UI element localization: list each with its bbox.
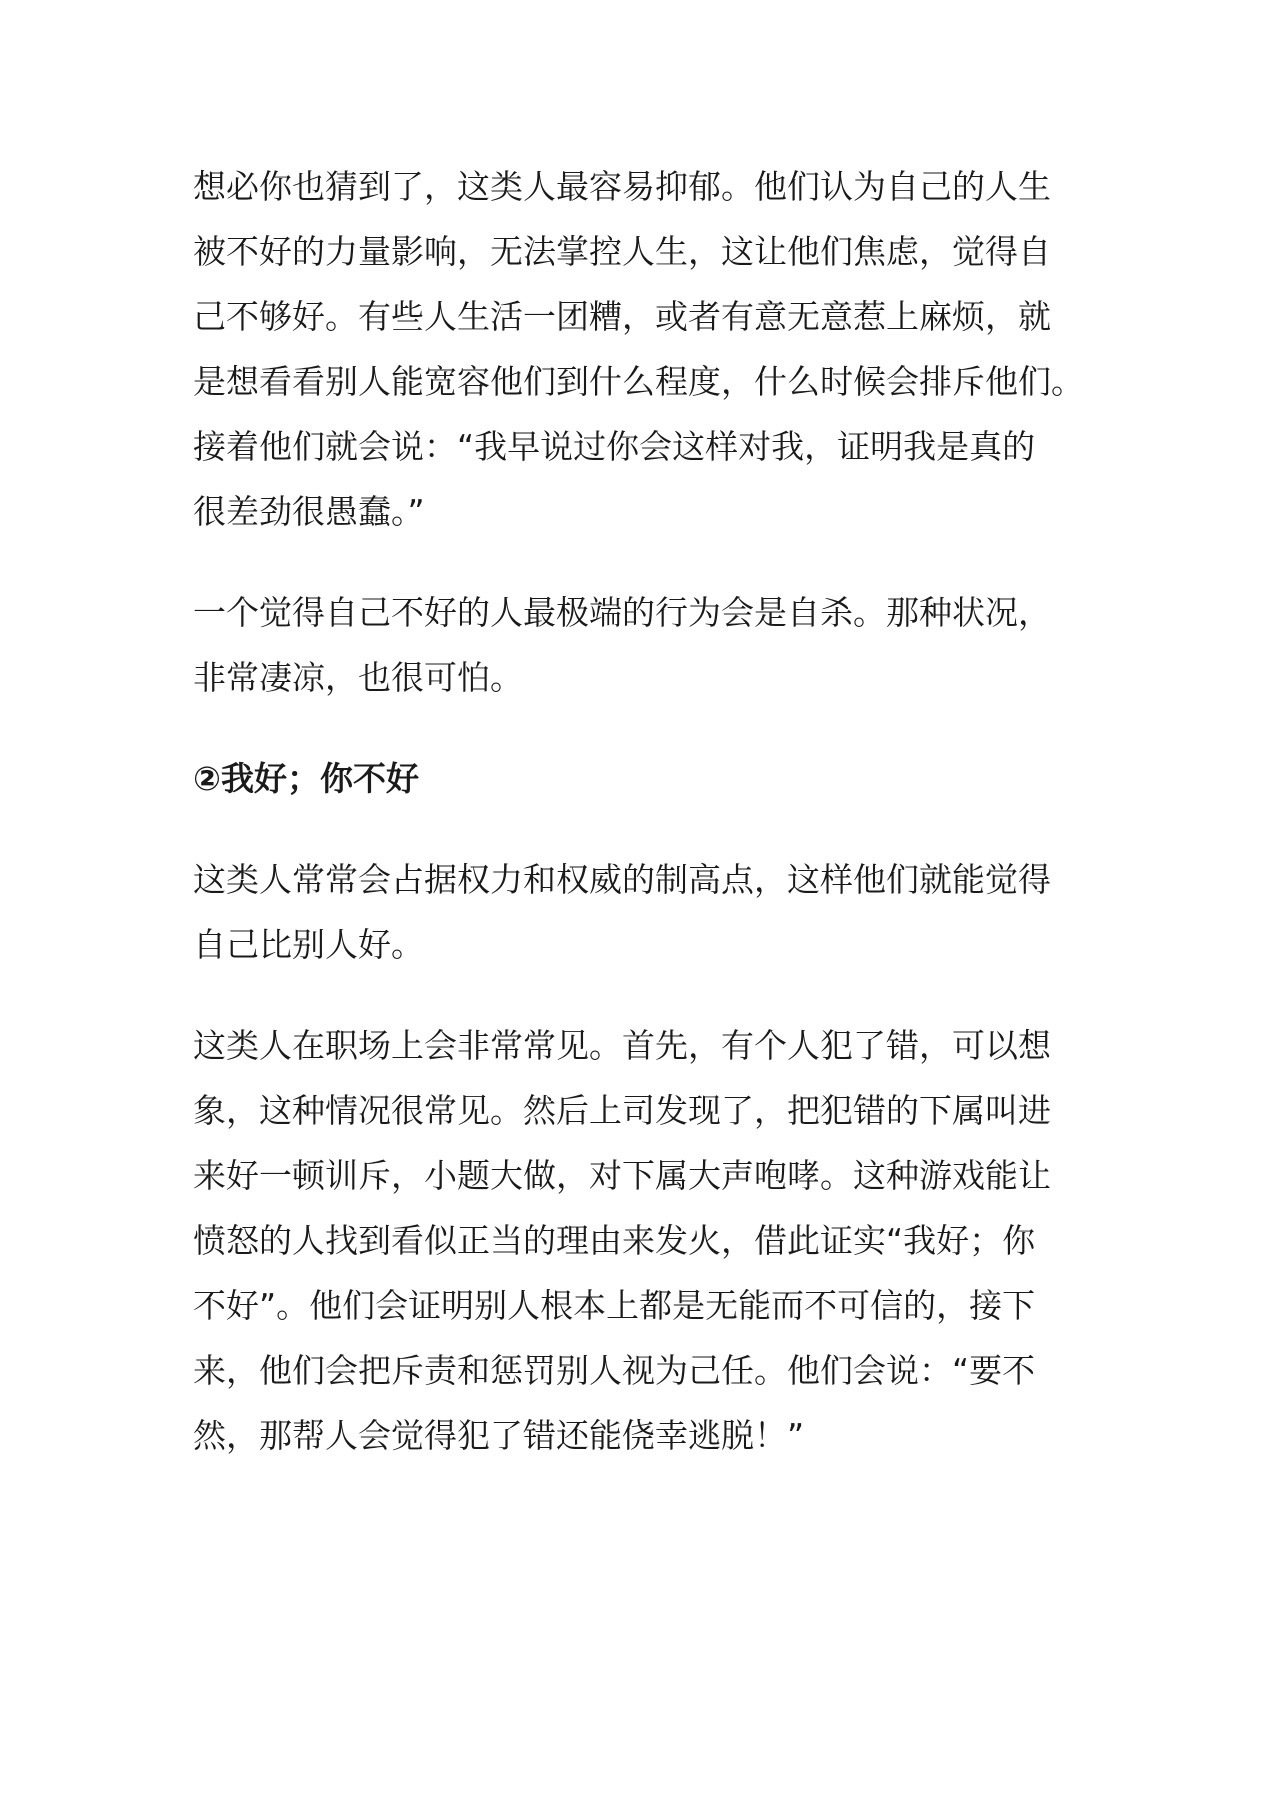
paragraph-suicide bbox=[193, 580, 1273, 710]
text-line: 象，这种情况很常见。然后上司发现了，把犯错的下属叫进 bbox=[193, 1091, 1051, 1130]
paragraph-spacer bbox=[193, 710, 1273, 746]
text-line: 己不够好。有些人生活一团糟，或者有意无意惹上麻烦，就 bbox=[193, 297, 1051, 336]
text-line: 被不好的力量影响，无法掌控人生，这让他们焦虑，觉得自 bbox=[193, 232, 1051, 271]
section-heading bbox=[193, 746, 1273, 811]
paragraph-spacer bbox=[193, 977, 1273, 1013]
paragraph-depression bbox=[193, 154, 1273, 544]
paragraph-spacer bbox=[193, 811, 1273, 847]
paragraph-authority bbox=[193, 847, 1273, 977]
paragraph-spacer bbox=[193, 544, 1273, 580]
heading-text: ②我好；你不好 bbox=[193, 759, 419, 798]
text-line: 一个觉得自己不好的人最极端的行为会是自杀。那种状况， bbox=[193, 593, 1051, 632]
paragraph-workplace bbox=[193, 1013, 1273, 1468]
text-line: 接着他们就会说：“我早说过你会这样对我，证明我是真的 bbox=[193, 427, 1036, 466]
text-line: 自己比别人好。 bbox=[193, 925, 424, 964]
text-line: 是想看看别人能宽容他们到什么程度，什么时候会排斥他们。 bbox=[193, 362, 1084, 401]
text-line: 来好一顿训斥，小题大做，对下属大声咆哮。这种游戏能让 bbox=[193, 1156, 1051, 1195]
text-line: 愤怒的人找到看似正当的理由来发火，借此证实“我好；你 bbox=[193, 1221, 1036, 1260]
text-line: 不好”。他们会证明别人根本上都是无能而不可信的，接下 bbox=[193, 1286, 1036, 1325]
text-line: 这类人常常会占据权力和权威的制高点，这样他们就能觉得 bbox=[193, 860, 1051, 899]
text-line: 想必你也猜到了，这类人最容易抑郁。他们认为自己的人生 bbox=[193, 167, 1051, 206]
text-line: 然，那帮人会觉得犯了错还能侥幸逃脱！” bbox=[193, 1416, 805, 1455]
text-line: 这类人在职场上会非常常见。首先，有个人犯了错，可以想 bbox=[193, 1026, 1051, 1065]
text-line: 非常凄凉，也很可怕。 bbox=[193, 658, 523, 697]
text-line: 来，他们会把斥责和惩罚别人视为己任。他们会说：“要不 bbox=[193, 1351, 1036, 1390]
text-line: 很差劲很愚蠢。” bbox=[193, 492, 425, 531]
